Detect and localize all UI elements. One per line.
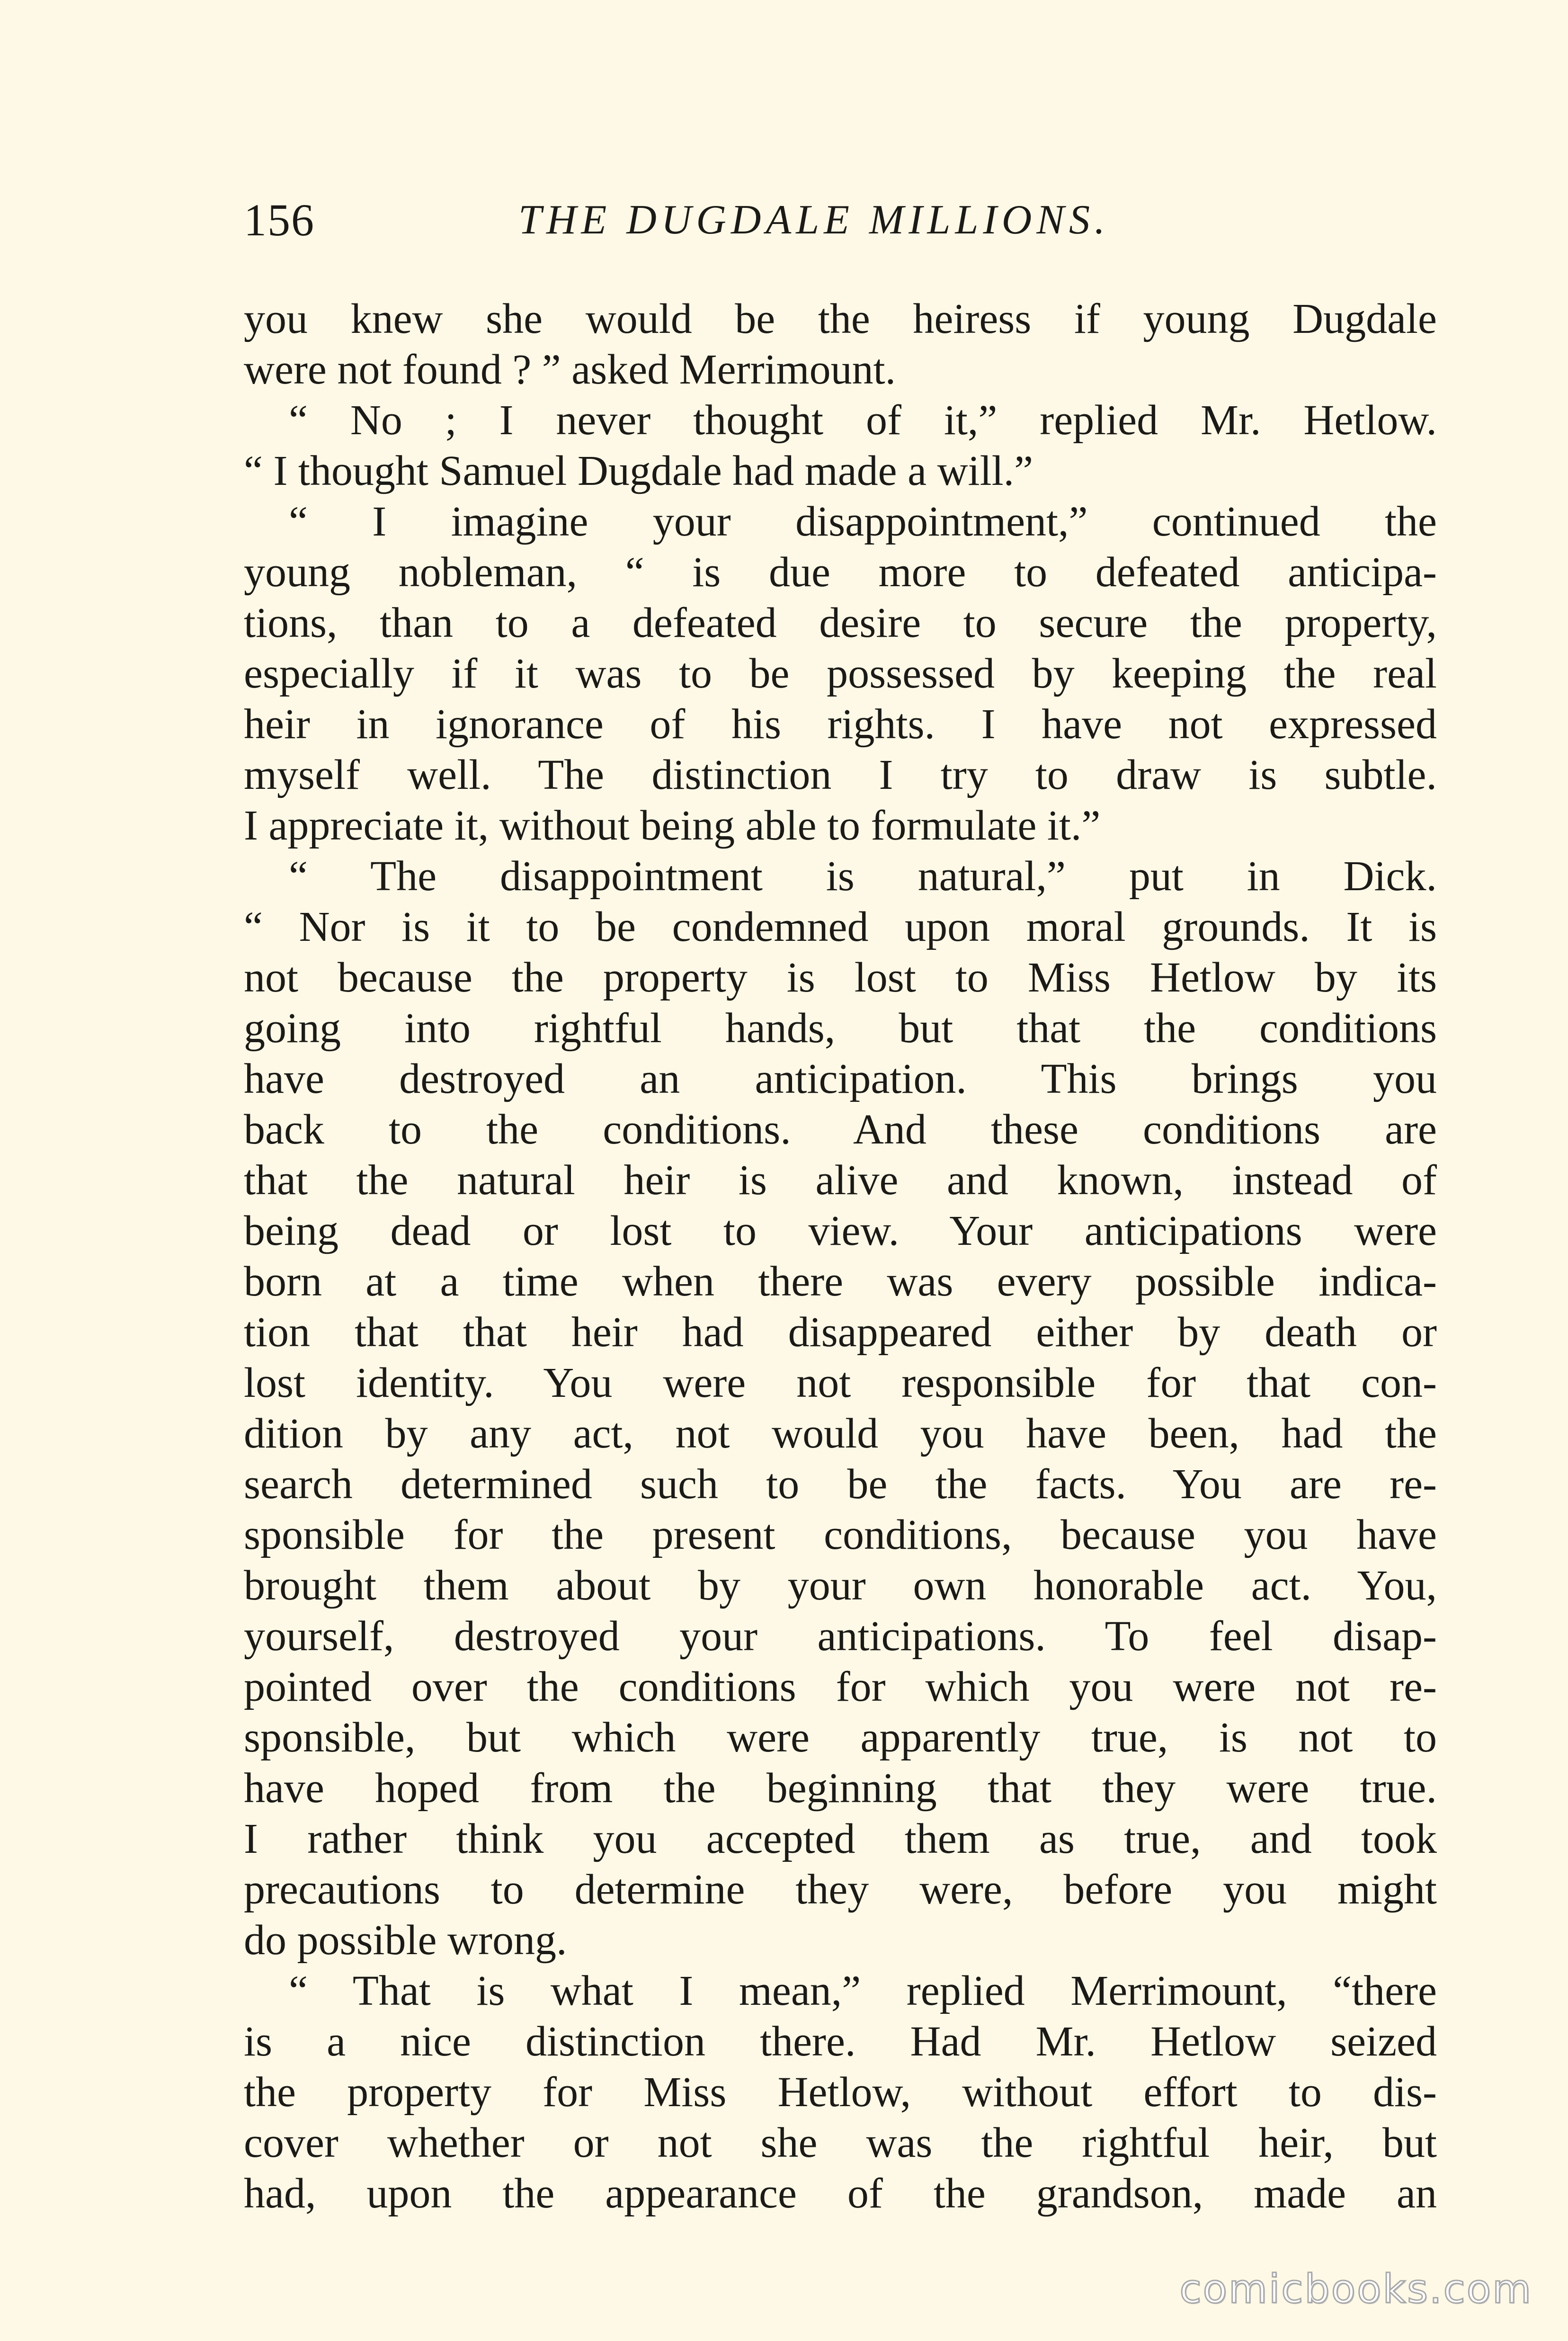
text-line: heir in ignorance of his rights. I have not expressed xyxy=(244,701,1437,748)
text-line: especially if it was to be possessed by keeping the real xyxy=(244,650,1437,697)
text-line: I appreciate it, without being able to formulate it.” xyxy=(244,802,1101,849)
text-line: do possible wrong. xyxy=(244,1917,567,1964)
text-line: “ No ; I never thought of it,” replied Mr. Hetlow. xyxy=(289,397,1437,444)
text-line: that the natural heir is alive and known, instead of xyxy=(244,1157,1437,1204)
text-line: the property for Miss Hetlow, without effort to dis- xyxy=(244,2069,1437,2116)
text-line: “ That is what I mean,” replied Merrimount, “there xyxy=(289,1967,1437,2014)
text-line: tion that that heir had disappeared either by death or xyxy=(244,1309,1437,1356)
page-header xyxy=(244,189,1437,251)
text-line: precautions to determine they were, before you might xyxy=(244,1866,1437,1913)
text-line: “ I thought Samuel Dugdale had made a will.” xyxy=(244,447,1033,494)
text-line: back to the conditions. And these conditions are xyxy=(244,1106,1437,1153)
text-line: going into rightful hands, but that the conditions xyxy=(244,1005,1437,1052)
text-line: being dead or lost to view. Your anticipations were xyxy=(244,1207,1437,1254)
text-line: were not found ? ” asked Merrimount. xyxy=(244,346,896,393)
text-line: cover whether or not she was the rightful heir, but xyxy=(244,2119,1437,2166)
text-line: brought them about by your own honorable act. You, xyxy=(244,1562,1437,1609)
running-title: THE DUGDALE MILLIONS. xyxy=(518,197,1110,243)
text-line: had, upon the appearance of the grandson, made an xyxy=(244,2170,1437,2217)
watermark: comicbooks.com xyxy=(1179,2266,1532,2312)
page-number: 156 xyxy=(244,195,315,245)
text-line: tions, than to a defeated desire to secure the property, xyxy=(244,599,1437,646)
text-line: “ I imagine your disappointment,” continued the xyxy=(289,498,1437,545)
text-line: sponsible, but which were apparently true, is not to xyxy=(244,1714,1437,1761)
text-line: you knew she would be the heiress if young Dugdale xyxy=(244,295,1437,342)
text-line: search determined such to be the facts. You are re- xyxy=(244,1461,1437,1508)
body-text xyxy=(244,294,1437,2219)
text-line: have hoped from the beginning that they were true. xyxy=(244,1765,1437,1812)
text-line: lost identity. You were not responsible for that con- xyxy=(244,1359,1437,1406)
text-line: born at a time when there was every possible indica- xyxy=(244,1258,1437,1305)
text-line: have destroyed an anticipation. This brings you xyxy=(244,1055,1437,1102)
text-line: is a nice distinction there. Had Mr. Hetlow seized xyxy=(244,2018,1437,2065)
text-line: not because the property is lost to Miss Hetlow by its xyxy=(244,954,1437,1001)
text-line: pointed over the conditions for which you were not re- xyxy=(244,1663,1437,1710)
text-line: sponsible for the present conditions, because you have xyxy=(244,1511,1437,1558)
text-line: young nobleman, “ is due more to defeated anticipa- xyxy=(244,549,1437,596)
text-line: yourself, destroyed your anticipations. To feel disap- xyxy=(244,1613,1437,1660)
text-line: myself well. The distinction I try to draw is subtle. xyxy=(244,751,1437,798)
text-line: “ The disappointment is natural,” put in Dick. xyxy=(289,853,1437,900)
text-line: dition by any act, not would you have been, had the xyxy=(244,1410,1437,1457)
text-line: I rather think you accepted them as true, and took xyxy=(244,1815,1437,1862)
text-line: “ Nor is it to be condemned upon moral grounds. It is xyxy=(244,903,1437,950)
